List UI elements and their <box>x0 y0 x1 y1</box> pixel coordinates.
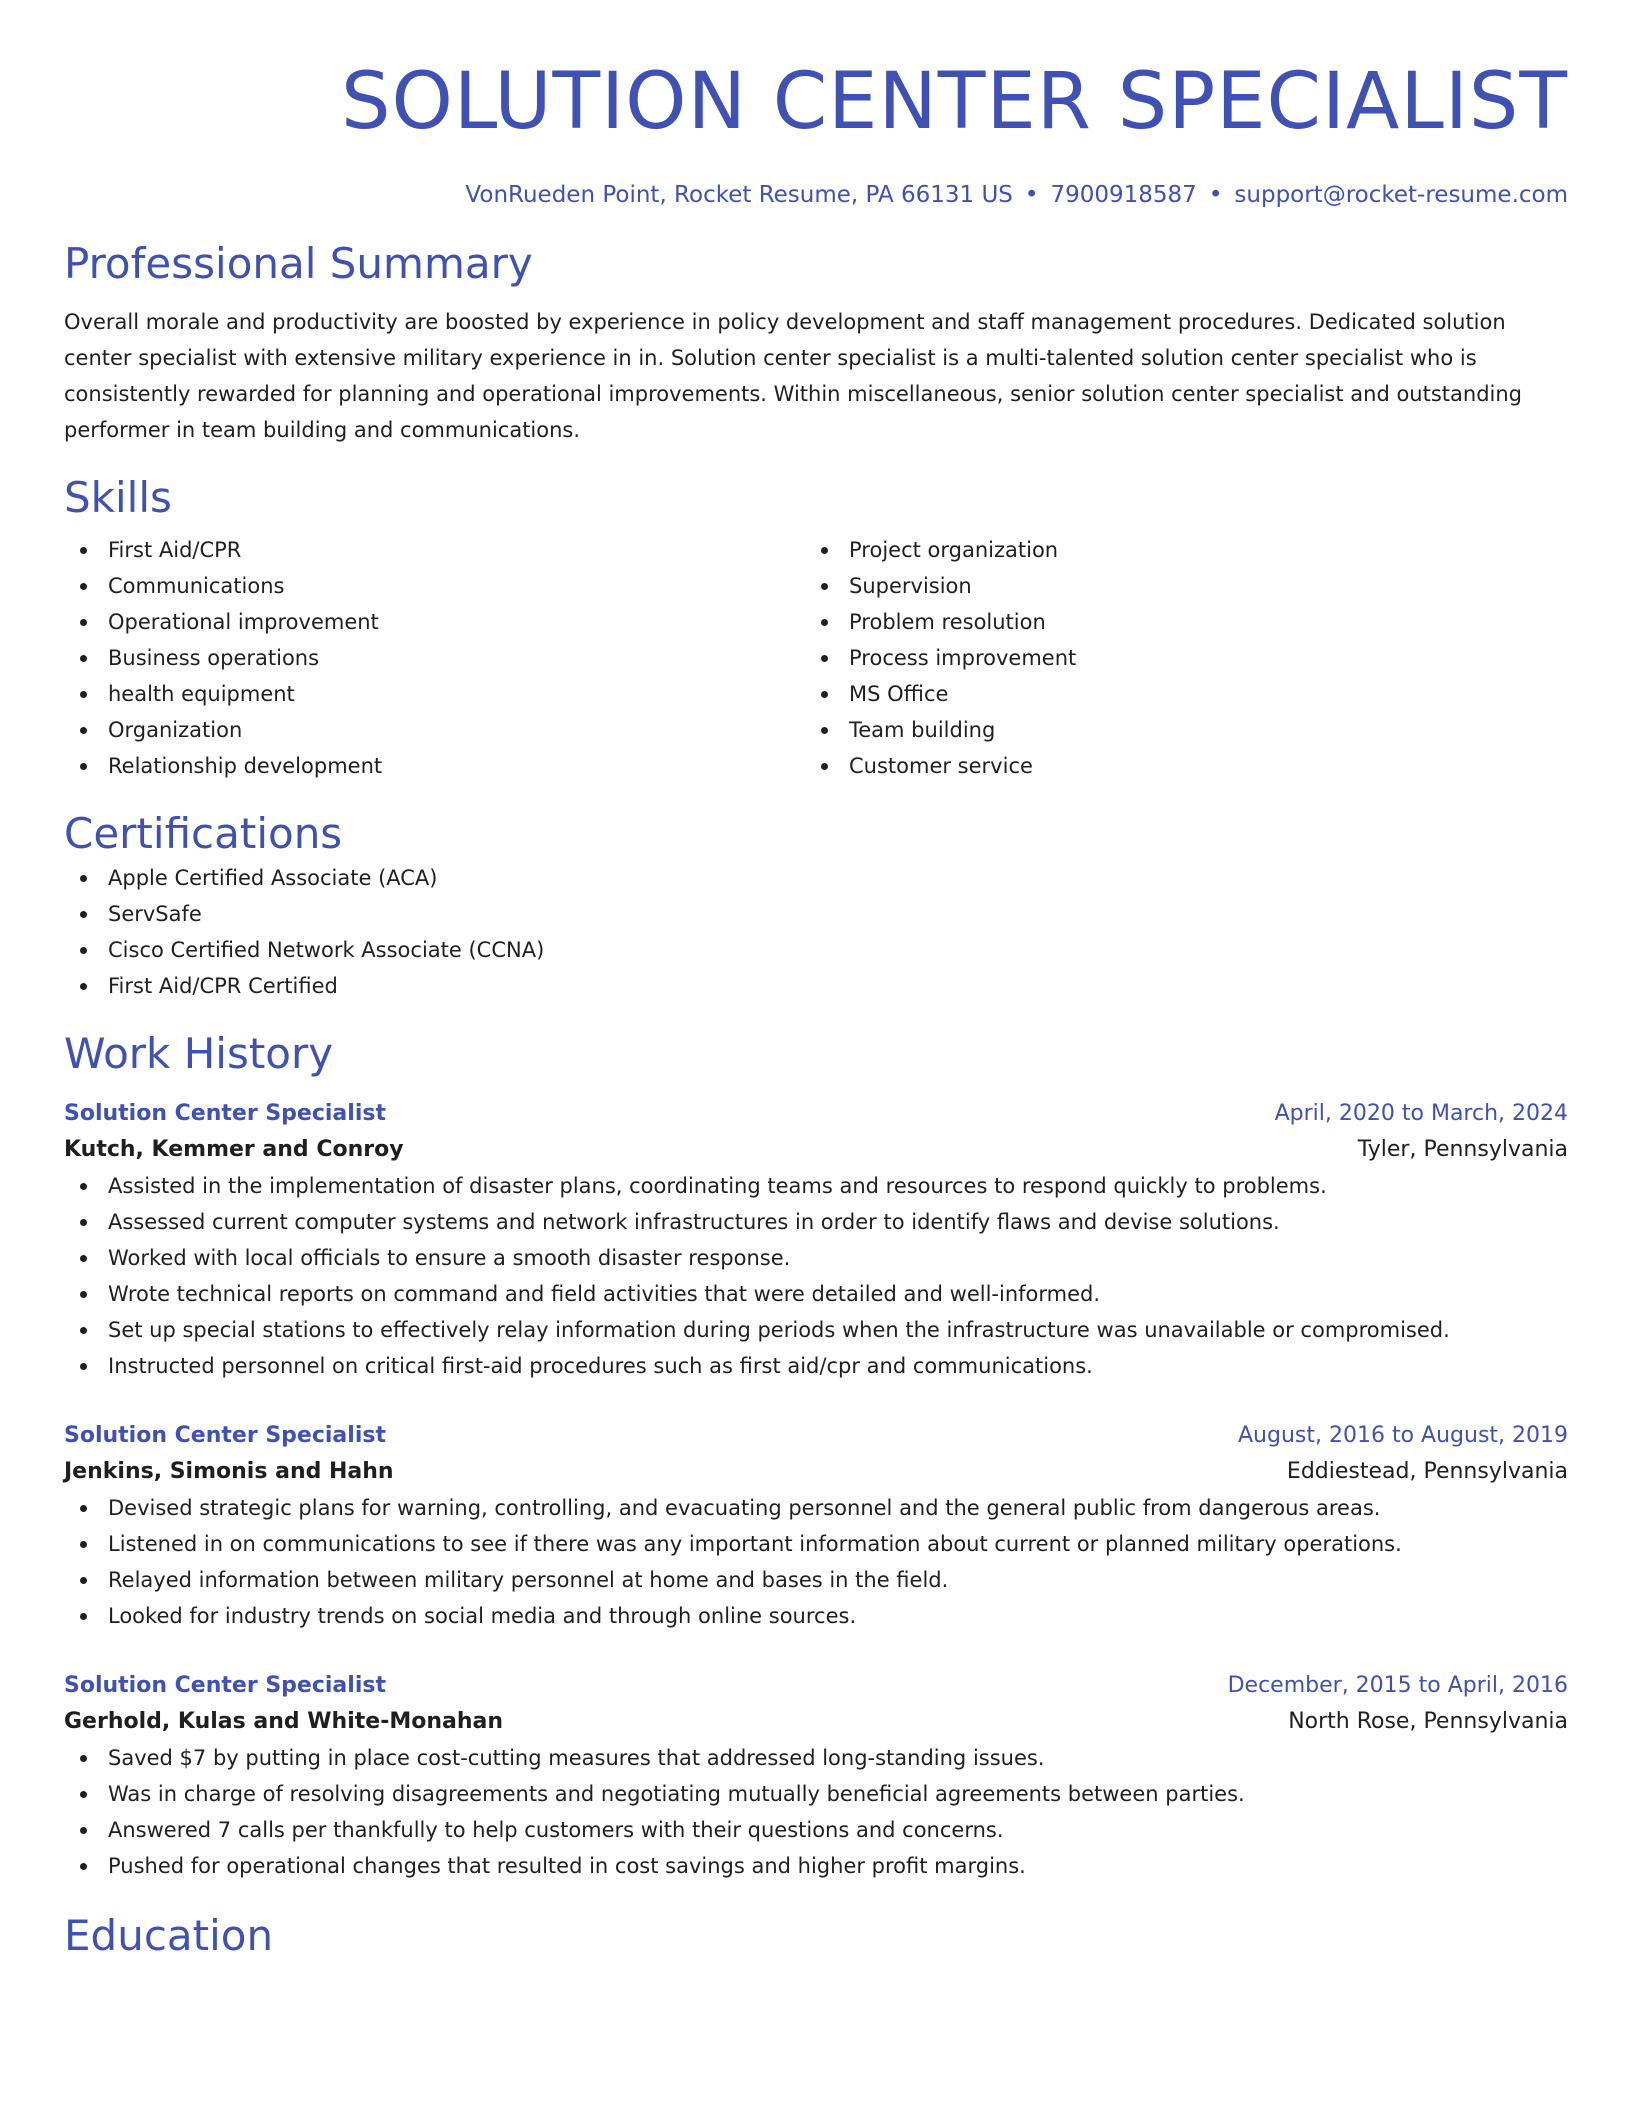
skills-column-left <box>64 532 805 784</box>
job-bullet: Devised strategic plans for warning, controlling, and evacuating personnel and the general public from dangerous areas. <box>64 1490 1568 1526</box>
job-title: Solution Center Specialist <box>64 1423 386 1448</box>
job-title-row <box>64 1418 1568 1454</box>
certifications-section <box>64 808 1568 1004</box>
job-bullet-list <box>64 1168 1568 1384</box>
job-dates: August, 2016 to August, 2019 <box>1238 1423 1568 1448</box>
skill-item: Business operations <box>64 640 805 676</box>
skills-list-left <box>64 532 805 784</box>
section-heading-certifications: Certifications <box>64 809 343 858</box>
work-history-section <box>64 1028 1568 1884</box>
resume-header <box>64 0 1568 210</box>
job-dates: December, 2015 to April, 2016 <box>1227 1673 1568 1698</box>
job-title: Solution Center Specialist <box>64 1673 386 1698</box>
skill-item: Supervision <box>805 568 1546 604</box>
job-location: Eddiestead, Pennsylvania <box>1286 1459 1568 1484</box>
email-address[interactable]: support@rocket-resume.com <box>1234 182 1568 208</box>
skills-columns <box>64 532 1568 784</box>
job-bullet: Listened in on communications to see if there was any important information about current or planned military operations. <box>64 1526 1568 1562</box>
summary-text: Overall morale and productivity are boosted by experience in policy development and staff management procedures. Dedicated solution center specialist with extensive military experience in in. Solution center specialist is a multi-talented solution center specialist who is consistently rewarded for planning and operational improvements. Within miscellaneous, senior solution center specialist and outstanding performer in team building and communications. <box>64 310 1522 442</box>
phone-number: 7900918587 <box>1050 182 1197 208</box>
contact-line <box>64 180 1568 210</box>
job-entry <box>64 1418 1568 1634</box>
job-bullet: Set up special stations to effectively relay information during periods when the infrastructure was unavailable or compromised. <box>64 1312 1568 1348</box>
job-bullet: Assisted in the implementation of disaster plans, coordinating teams and resources to respond quickly to problems. <box>64 1168 1568 1204</box>
summary-section <box>64 238 1568 448</box>
job-location: North Rose, Pennsylvania <box>1288 1709 1568 1734</box>
certification-item: Cisco Certified Network Associate (CCNA) <box>64 932 1568 968</box>
job-company-row <box>64 1132 1568 1168</box>
candidate-title: SOLUTION CENTER SPECIALIST <box>340 57 1568 147</box>
job-company: Kutch, Kemmer and Conroy <box>64 1137 404 1162</box>
job-location: Tyler, Pennsylvania <box>1357 1137 1568 1162</box>
job-bullet: Relayed information between military personnel at home and bases in the field. <box>64 1562 1568 1598</box>
certification-item: Apple Certified Associate (ACA) <box>64 860 1568 896</box>
section-heading-education: Education <box>64 1911 274 1960</box>
job-bullet: Saved $7 by putting in place cost-cutting measures that addressed long-standing issues. <box>64 1740 1568 1776</box>
job-title-row <box>64 1096 1568 1132</box>
skill-item: First Aid/CPR <box>64 532 805 568</box>
job-title-row <box>64 1668 1568 1704</box>
certification-item: First Aid/CPR Certified <box>64 968 1568 1004</box>
job-bullet: Pushed for operational changes that resulted in cost savings and higher profit margins. <box>64 1848 1568 1884</box>
skills-list-right <box>805 532 1546 784</box>
education-section <box>64 1910 1568 1962</box>
separator-dot: • <box>1208 182 1223 208</box>
certifications-list <box>64 860 1568 1004</box>
skill-item: Process improvement <box>805 640 1546 676</box>
job-entry <box>64 1096 1568 1384</box>
job-company: Gerhold, Kulas and White-Monahan <box>64 1709 504 1734</box>
skill-item: Customer service <box>805 748 1546 784</box>
separator-dot: • <box>1024 182 1039 208</box>
address: VonRueden Point, Rocket Resume, PA 66131 US <box>465 182 1013 208</box>
job-bullet: Wrote technical reports on command and field activities that were detailed and well-informed. <box>64 1276 1568 1312</box>
section-heading-skills: Skills <box>64 473 172 522</box>
skill-item: health equipment <box>64 676 805 712</box>
skill-item: Problem resolution <box>805 604 1546 640</box>
job-bullet: Answered 7 calls per thankfully to help customers with their questions and concerns. <box>64 1812 1568 1848</box>
job-bullet: Looked for industry trends on social media and through online sources. <box>64 1598 1568 1634</box>
certification-item: ServSafe <box>64 896 1568 932</box>
section-heading-work-history: Work History <box>64 1029 334 1078</box>
skill-item: Project organization <box>805 532 1546 568</box>
skill-item: Relationship development <box>64 748 805 784</box>
skills-section <box>64 472 1568 784</box>
job-company-row <box>64 1704 1568 1740</box>
skill-item: MS Office <box>805 676 1546 712</box>
job-dates: April, 2020 to March, 2024 <box>1274 1101 1568 1126</box>
job-bullet-list <box>64 1740 1568 1884</box>
job-company: Jenkins, Simonis and Hahn <box>64 1459 394 1484</box>
job-title: Solution Center Specialist <box>64 1101 386 1126</box>
job-bullet: Instructed personnel on critical first-aid procedures such as first aid/cpr and communications. <box>64 1348 1568 1384</box>
skill-item: Team building <box>805 712 1546 748</box>
job-bullet: Worked with local officials to ensure a smooth disaster response. <box>64 1240 1568 1276</box>
job-bullet: Assessed current computer systems and network infrastructures in order to identify flaws and devise solutions. <box>64 1204 1568 1240</box>
job-entry <box>64 1668 1568 1884</box>
job-bullet-list <box>64 1490 1568 1634</box>
job-bullet: Was in charge of resolving disagreements and negotiating mutually beneficial agreements between parties. <box>64 1776 1568 1812</box>
skills-column-right <box>805 532 1546 784</box>
section-heading-summary: Professional Summary <box>64 239 533 288</box>
skill-item: Operational improvement <box>64 604 805 640</box>
skill-item: Communications <box>64 568 805 604</box>
job-company-row <box>64 1454 1568 1490</box>
skill-item: Organization <box>64 712 805 748</box>
